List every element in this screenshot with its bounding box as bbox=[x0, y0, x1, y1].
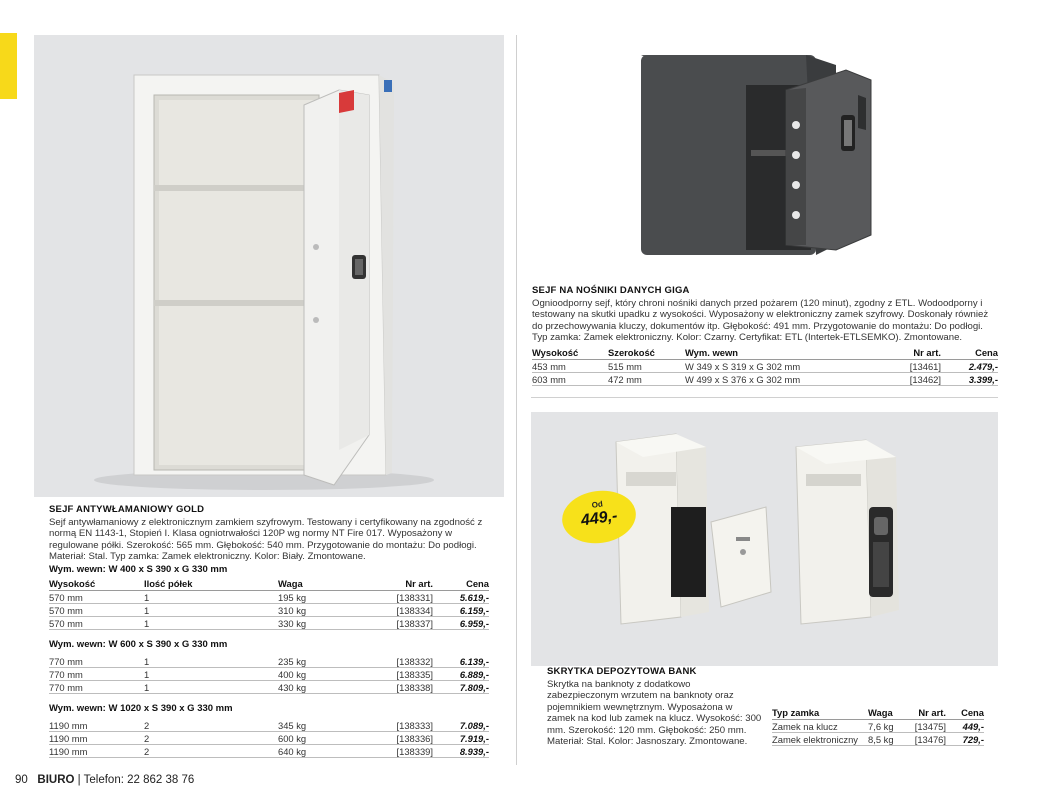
gold-table-1 bbox=[49, 578, 489, 630]
cell-shelves: 1 bbox=[144, 681, 278, 694]
table-row bbox=[49, 591, 489, 604]
cell-height: 570 mm bbox=[49, 617, 144, 630]
cell-article: [138338] bbox=[368, 681, 433, 694]
table-row bbox=[49, 655, 489, 668]
table-row bbox=[532, 372, 998, 385]
cell-price: 7.809,- bbox=[433, 681, 489, 694]
cell-article: [138337] bbox=[368, 617, 433, 630]
cell-weight: 430 kg bbox=[278, 681, 368, 694]
cell-article: [13476] bbox=[902, 733, 946, 746]
col-header-weight: Waga bbox=[278, 578, 368, 591]
cell-weight: 310 kg bbox=[278, 604, 368, 617]
cell-price: 6.959,- bbox=[433, 617, 489, 630]
giga-title: SEJF NA NOŚNIKI DANYCH GIGA bbox=[532, 285, 690, 296]
white-safe-image bbox=[34, 35, 504, 497]
page-footer bbox=[15, 774, 194, 786]
cell-shelves: 2 bbox=[144, 732, 278, 745]
gold-safe-image-panel bbox=[34, 35, 504, 497]
cell-price: 449,- bbox=[946, 720, 984, 733]
col-header-weight: Waga bbox=[868, 707, 902, 720]
cell-shelves: 1 bbox=[144, 655, 278, 668]
col-header-price: Cena bbox=[946, 707, 984, 720]
table-row bbox=[772, 733, 984, 746]
cell-width: 515 mm bbox=[608, 359, 685, 372]
cell-price: 6.139,- bbox=[433, 655, 489, 668]
cell-weight: 8,5 kg bbox=[868, 733, 902, 746]
col-header-lock-type: Typ zamka bbox=[772, 707, 868, 720]
cell-shelves: 1 bbox=[144, 668, 278, 681]
footer-section: BIURO bbox=[37, 774, 75, 786]
cell-shelves: 2 bbox=[144, 719, 278, 732]
table-row bbox=[49, 617, 489, 630]
cell-inner-dims: W 349 x S 319 x G 302 mm bbox=[685, 359, 850, 372]
table-row bbox=[772, 720, 984, 733]
cell-height: 770 mm bbox=[49, 668, 144, 681]
cell-height: 570 mm bbox=[49, 604, 144, 617]
cell-lock-type: Zamek elektroniczny bbox=[772, 733, 868, 746]
cell-weight: 345 kg bbox=[278, 719, 368, 732]
cell-article: [13475] bbox=[902, 720, 946, 733]
bank-table bbox=[772, 707, 984, 746]
cell-height: 770 mm bbox=[49, 655, 144, 668]
section-tab-marker bbox=[0, 33, 17, 99]
gold-product-block bbox=[49, 504, 489, 563]
cell-height: 1190 mm bbox=[49, 745, 144, 758]
cell-height: 1190 mm bbox=[49, 719, 144, 732]
table-header-row bbox=[532, 347, 998, 360]
cell-inner-dims: W 499 x S 376 x G 302 mm bbox=[685, 372, 850, 385]
cell-price: 5.619,- bbox=[433, 591, 489, 604]
badge-from-label: Od bbox=[591, 499, 604, 510]
cell-article: [13461] bbox=[850, 359, 941, 372]
cell-height: 770 mm bbox=[49, 681, 144, 694]
cell-shelves: 1 bbox=[144, 591, 278, 604]
cell-article: [13462] bbox=[850, 372, 941, 385]
cell-price: 6.159,- bbox=[433, 604, 489, 617]
table-header-row bbox=[49, 578, 489, 591]
giga-table bbox=[532, 347, 998, 386]
col-header-height: Wysokość bbox=[49, 578, 144, 591]
footer-phone: | Telefon: 22 862 38 76 bbox=[77, 774, 195, 786]
cell-width: 472 mm bbox=[608, 372, 685, 385]
cell-article: [138335] bbox=[368, 668, 433, 681]
cell-article: [138332] bbox=[368, 655, 433, 668]
badge-price: 449,- bbox=[579, 507, 619, 530]
gold-description: Sejf antywłamaniowy z elektronicznym zamkiem szyfrowym. Testowany i certyfikowany na zgodność z normą EN 1143-1, Stopień I. Klasa ogniotrwałości 120P wg normy NT Fire 017. Wyposażony w regulowane półki. Szerokość: 565 mm. Głębokość: 540 mm. Przygotowanie do montażu: Do podłogi. Materiał: Stal. Typ zamka: Zamek elektroniczny. Kolor: Biały. Zmontowane. bbox=[49, 517, 483, 563]
gold-group-3-heading: Wym. wewn: W 1020 x S 390 x G 330 mm bbox=[49, 703, 233, 714]
section-divider bbox=[531, 397, 998, 398]
cell-price: 6.889,- bbox=[433, 668, 489, 681]
cell-weight: 195 kg bbox=[278, 591, 368, 604]
col-header-price: Cena bbox=[433, 578, 489, 591]
gold-spec-tables bbox=[49, 564, 489, 758]
cell-weight: 330 kg bbox=[278, 617, 368, 630]
col-header-width: Szerokość bbox=[608, 347, 685, 360]
col-header-article: Nr art. bbox=[368, 578, 433, 591]
cell-price: 8.939,- bbox=[433, 745, 489, 758]
table-row bbox=[49, 604, 489, 617]
col-header-shelves: Ilość półek bbox=[144, 578, 278, 591]
column-divider bbox=[516, 35, 517, 765]
table-row bbox=[49, 681, 489, 694]
cell-article: [138339] bbox=[368, 745, 433, 758]
table-row bbox=[532, 359, 998, 372]
bank-product-block bbox=[547, 666, 762, 747]
cell-weight: 640 kg bbox=[278, 745, 368, 758]
bank-description: Skrytka na banknoty z dodatkowo zabezpieczonym wrzutem na banknoty oraz pojemnikiem wewnętrznym. Wyposażona w zamek na kod lub zamek na klucz. Wysokość: 300 mm. Szerokość: 120 mm. Głębokość: 250 mm. Materiał: Stal. Kolor: Jasnoszary. Zmontowane. bbox=[547, 679, 762, 748]
table-row bbox=[49, 745, 489, 758]
cell-height: 1190 mm bbox=[49, 732, 144, 745]
gold-table-2 bbox=[49, 655, 489, 694]
table-header-row bbox=[772, 707, 984, 720]
cell-article: [138334] bbox=[368, 604, 433, 617]
cell-height: 570 mm bbox=[49, 591, 144, 604]
cell-weight: 600 kg bbox=[278, 732, 368, 745]
bank-title: SKRYTKA DEPOZYTOWA BANK bbox=[547, 666, 697, 677]
cell-shelves: 2 bbox=[144, 745, 278, 758]
table-row bbox=[49, 668, 489, 681]
cell-shelves: 1 bbox=[144, 604, 278, 617]
cell-price: 729,- bbox=[946, 733, 984, 746]
cell-article: [138336] bbox=[368, 732, 433, 745]
cell-lock-type: Zamek na klucz bbox=[772, 720, 868, 733]
cell-weight: 7,6 kg bbox=[868, 720, 902, 733]
cell-height: 603 mm bbox=[532, 372, 608, 385]
cell-height: 453 mm bbox=[532, 359, 608, 372]
col-header-height: Wysokość bbox=[532, 347, 608, 360]
col-header-price: Cena bbox=[941, 347, 998, 360]
col-header-inner-dims: Wym. wewn bbox=[685, 347, 850, 360]
table-row bbox=[49, 719, 489, 732]
col-header-article: Nr art. bbox=[850, 347, 941, 360]
black-safe-image bbox=[636, 50, 886, 265]
cell-price: 3.399,- bbox=[941, 372, 998, 385]
cell-article: [138333] bbox=[368, 719, 433, 732]
cell-weight: 235 kg bbox=[278, 655, 368, 668]
giga-product-block bbox=[532, 285, 998, 386]
cell-article: [138331] bbox=[368, 591, 433, 604]
cell-price: 2.479,- bbox=[941, 359, 998, 372]
giga-description: Ognioodporny sejf, który chroni nośniki danych przed pożarem (120 minut), zgodny z ETL. Wodoodporny i testowany na skutki upadku z wysokości. Wyposażony w elektroniczny zamek szyfrowy. Doskonały również do przechowywania kluczy, dokumentów itp. Głębokość: 491 mm. Przygotowanie do montażu: Do podłogi. Typ zamka: Zamek elektroniczny. Kolor: Czarny. Certyfikat: ETL (Intertek-ETLSEMKO). Zmontowane. bbox=[532, 298, 989, 344]
cell-shelves: 1 bbox=[144, 617, 278, 630]
gold-table-3 bbox=[49, 719, 489, 758]
gold-title: SEJF ANTYWŁAMANIOWY GOLD bbox=[49, 504, 205, 515]
page-number: 90 bbox=[15, 774, 28, 786]
gold-group-1-heading: Wym. wewn: W 400 x S 390 x G 330 mm bbox=[49, 564, 228, 575]
cell-price: 7.089,- bbox=[433, 719, 489, 732]
col-header-article: Nr art. bbox=[902, 707, 946, 720]
table-row bbox=[49, 732, 489, 745]
cell-price: 7.919,- bbox=[433, 732, 489, 745]
gold-group-2-heading: Wym. wewn: W 600 x S 390 x G 330 mm bbox=[49, 639, 228, 650]
cell-weight: 400 kg bbox=[278, 668, 368, 681]
